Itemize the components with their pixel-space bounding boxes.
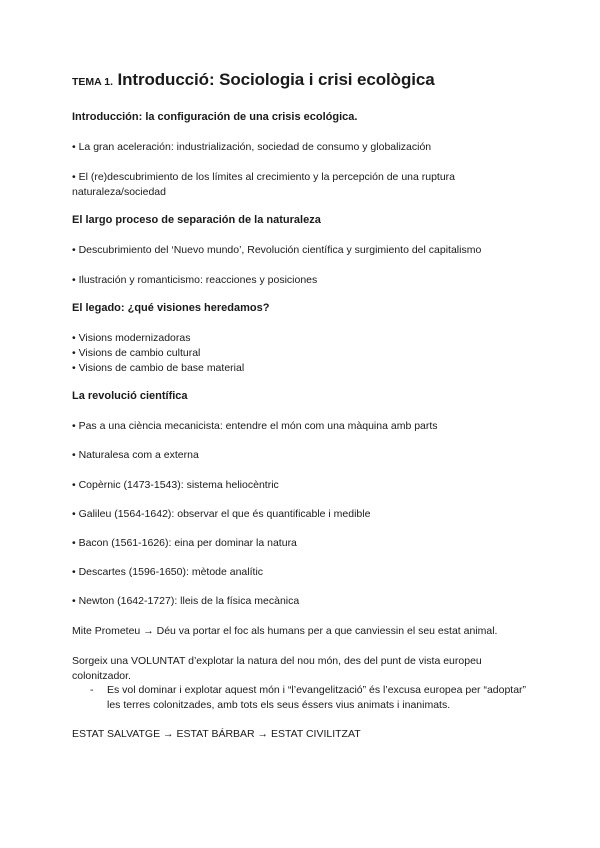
section-heading-separacion: El largo proceso de separación de la naturaleza bbox=[72, 214, 321, 226]
list-item: • Bacon (1561-1626): eina per dominar la natura bbox=[72, 537, 297, 549]
list-item: • Ilustración y romanticismo: reacciones y posiciones bbox=[72, 274, 318, 286]
prometeu-paragraph: Mite Prometeu → Déu va portar el foc als humans per a que canviessin el seu estat animal. bbox=[72, 625, 498, 637]
list-item: • Visions de cambio cultural bbox=[72, 347, 201, 359]
list-item: • Naturalesa com a externa bbox=[72, 449, 199, 461]
page-title bbox=[72, 70, 532, 90]
section-heading-legado: El legado: ¿qué visiones heredamos? bbox=[72, 302, 270, 314]
list-item: • Copèrnic (1473-1543): sistema heliocèntric bbox=[72, 479, 279, 491]
list-item: • La gran aceleración: industrialización, sociedad de consumo y globalización bbox=[72, 141, 432, 153]
list-item: • El (re)descubrimiento de los límites al crecimiento y la percepción de una ruptura naturaleza/sociedad bbox=[72, 171, 456, 198]
visions-list bbox=[72, 331, 532, 376]
list-item: • Newton (1642-1727): lleis de la física mecànica bbox=[72, 595, 300, 607]
voluntat-paragraph: Sorgeix una VOLUNTAT d’explotar la natura del nou món, des del punt de vista europeu colonitzador. bbox=[72, 655, 482, 682]
dash-list-item bbox=[92, 683, 532, 713]
list-item: • Descubrimiento del ‘Nuevo mundo’, Revolución científica y surgimiento del capitalismo bbox=[72, 244, 482, 256]
section-heading-revolucio: La revolució científica bbox=[72, 390, 188, 402]
section-heading-intro: Introducción: la configuración de una crisis ecológica. bbox=[72, 111, 358, 123]
list-item: • Visions de cambio de base material bbox=[72, 362, 245, 374]
list-item: • Descartes (1596-1650): mètode analític bbox=[72, 566, 264, 578]
dash-marker: - bbox=[90, 684, 94, 696]
estats-line: ESTAT SALVATGE → ESTAT BÁRBAR → ESTAT CIVILITZAT bbox=[72, 728, 361, 740]
list-item: • Visions modernizadoras bbox=[72, 332, 191, 344]
tema-label: TEMA 1. bbox=[72, 76, 114, 88]
list-item: • Pas a una ciència mecanicista: entendre el món com una màquina amb parts bbox=[72, 420, 438, 432]
dash-item-text: Es vol dominar i explotar aquest món i “l’evangelització” és l’excusa europea per “adoptar” les terres colonitzades, amb tots els seus éssers vius animats i inanimats. bbox=[107, 684, 527, 711]
list-item: • Galileu (1564-1642): observar el que és quantificable i medible bbox=[72, 508, 371, 520]
title-text: Introducció: Sociologia i crisi ecològica bbox=[117, 70, 435, 89]
